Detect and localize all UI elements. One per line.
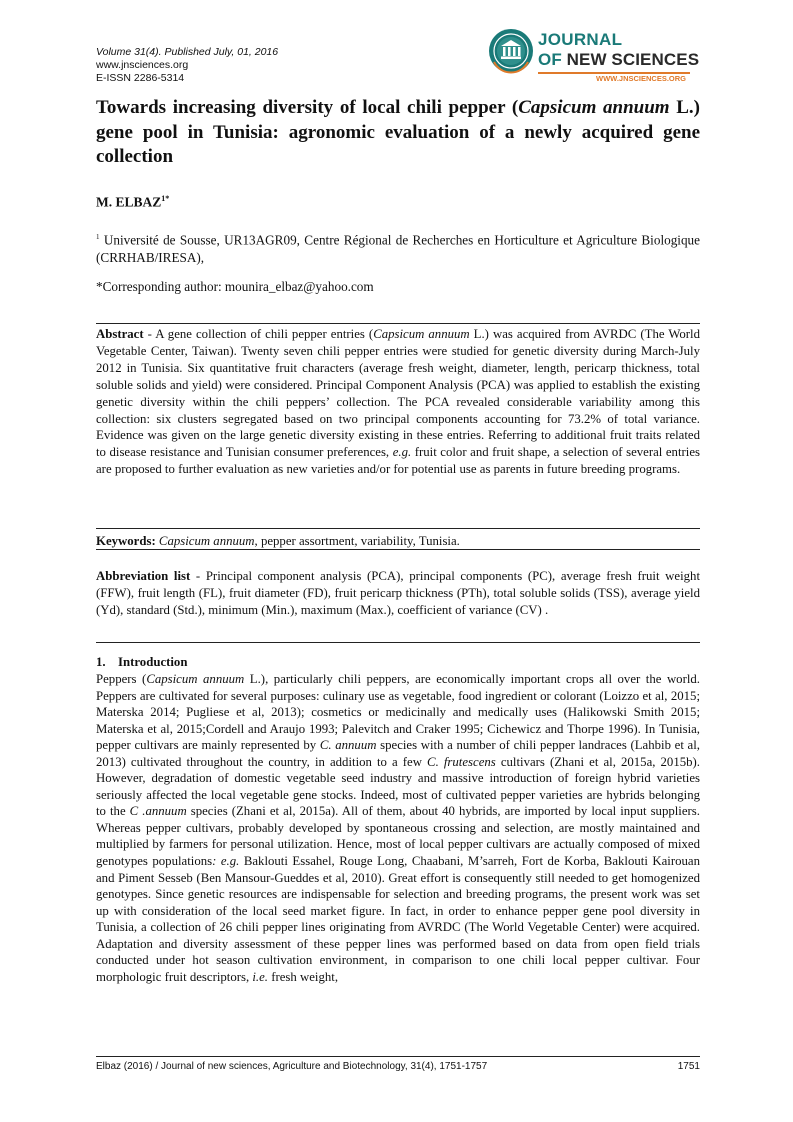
- abstract-bottom-rule: [96, 528, 700, 529]
- intro-species-2: C. annuum: [319, 738, 377, 753]
- title-part2: L.) gene pool in Tunisia: agronomic evaluation of a newly acquired gene collection: [96, 97, 701, 167]
- abstract: [96, 326, 700, 478]
- title-species: Capsicum annuum: [518, 97, 670, 118]
- intro-ie: i.e.: [252, 969, 269, 984]
- keywords-bottom-rule: [96, 549, 700, 550]
- logo-line-new-sciences: [538, 50, 699, 70]
- footer-citation: Elbaz (2016) / Journal of new sciences, Agriculture and Biotechnology, 31(4), 1751-1757: [96, 1061, 488, 1072]
- intro-text-6: Baklouti Essahel, Rouge Long, Chaabani, M’sarreh, Fort de Korba, Baklouti Kairouan and Piment Sesseb (Ben Mansour-Gueddes et al, 2010). Great effort is consequently still needed to get homogenized genotypes. Since genetic resources are indispensable for selection and breeding programs, the present work was set up with consideration of the local seed market figure. In fact, in order to enhance pepper gene pool diversity in Tunisia, a collection of 26 chili pepper lines originating from AVRDC (The World Vegetable Center) were acquired. Adaptation and diversity assessment of these pepper lines was performed based on data from open field trials conducted under hot season cultivation environment, in comparison to one chili local pepper cultivar. Four morphologic fruit descriptors,: [96, 854, 700, 984]
- keywords: [96, 533, 700, 549]
- abbreviation-text: - Principal component analysis (PCA), principal components (PC), average fresh fruit weight (FFW), fruit length (FL), fruit diameter (FD), fruit pericarp thickness (PTh), total soluble solids (TSS), average yield (Yd), standard (Std.), minimum (Min.), maximum (Max.), coefficient of variance (CV) .: [96, 569, 700, 617]
- volume-line: Volume 31(4). Published July, 01, 2016: [96, 46, 279, 58]
- abbreviation-list: [96, 568, 700, 619]
- title-part1: Towards increasing diversity of local chili pepper (: [96, 97, 519, 118]
- intro-text-5: species (Zhani et al, 2015a). All of them, about 40 hybrids, are imported by local input suppliers. Whereas pepper cultivars, probably developed by spontaneous crossing and selection, are mostly maintained and multiplied by farmers for personal utilization. Hence, most of local pepper cultivars are actually composed of mixed genotypes populations: [96, 804, 700, 869]
- intro-text-2: L.), particularly chili peppers, are economically important crops all over the world. Peppers are cultivated for several purposes: culinary use as vegetable, food ingredient or colorant (Loizzo et al, 2015; Materska 2014; Pugliese et al, 2013); cosmetics or medicinally and medically uses (Halikowski Smith 2015; Materska et al, 2015;Cordell and Araujo 1993; Palevitch and Craker 1995; Cichewicz and Thorpe 1996). In Tunisia, pepper cultivars are mainly represented by: [96, 672, 700, 753]
- page-footer: [96, 1061, 700, 1072]
- intro-text-7: fresh weight,: [268, 969, 339, 984]
- abstract-top-rule: [96, 323, 700, 324]
- keywords-rest: , pepper assortment, variability, Tunisia.: [254, 534, 460, 548]
- intro-text-3: species with a number of chili pepper landraces (Lahbib et al, 2013) cultivated throughout the country, in addition to a few: [96, 738, 700, 769]
- abstract-eg: e.g.: [392, 445, 412, 460]
- introduction-body: [96, 671, 700, 985]
- logo-url: WWW.JNSCIENCES.ORG: [596, 74, 687, 83]
- affiliation-text: Université de Sousse, UR13AGR09, Centre Régional de Recherches en Horticulture et Agriculture Biologique (CRRHAB/IRESA),: [96, 232, 700, 266]
- logo-new-sciences: NEW SCIENCES: [561, 50, 700, 69]
- abstract-text-1: - A gene collection of chili pepper entries (: [143, 327, 374, 341]
- author-line: [96, 194, 169, 211]
- abbreviation-bottom-rule: [96, 642, 700, 643]
- abstract-text-2: L.) was acquired from AVRDC (The World Vegetable Center, Taiwan). Twenty seven chili pepper entries were studied for genetic diversity during March-July 2012 in Tunisia. Six quantitative fruit characters (average fresh weight, diameter, length, pericarp thickness, total soluble solids and yield) were considered. Principal Component Analysis (PCA) was applied to establish the existing genetic diversity within the chili peppers’ collection. The PCA revealed considerable variability among this collection: six clusters segregated based on two principal components accounting for 73.2% of total variance. Evidence was given on the large genetic diversity existing in these entries. Referring to additional fruit traits related to disease resistance and Tunisian consumer preferences,: [96, 327, 700, 460]
- section-title: Introduction: [118, 655, 188, 669]
- keywords-species: Capsicum annuum: [158, 534, 255, 548]
- affiliation: [96, 228, 700, 267]
- journal-header-meta: [96, 46, 278, 85]
- corresponding-author: *Corresponding author: mounira_elbaz@yahoo.com: [96, 279, 374, 294]
- abstract-species: Capsicum annuum: [373, 327, 470, 341]
- author-name: M. ELBAZ: [96, 194, 162, 210]
- journal-seal-icon: [488, 28, 534, 74]
- abbreviation-label: Abbreviation list: [96, 569, 191, 583]
- abstract-text-3: fruit color and fruit shape, a selection of several entries are proposed to further evaluation as new varieties and/or for potential use as parents in future breeding programs.: [96, 445, 700, 477]
- logo-line-journal: JOURNAL: [538, 30, 623, 49]
- intro-species-1: Capsicum annuum: [146, 672, 245, 686]
- intro-text-1: Peppers (: [96, 672, 147, 686]
- affiliation-superscript: 1: [96, 233, 100, 241]
- journal-logo: [488, 26, 708, 92]
- footer-rule: [96, 1056, 700, 1057]
- page-number: 1751: [677, 1061, 700, 1072]
- abstract-label: Abstract: [96, 327, 144, 341]
- paper-title: [96, 96, 700, 170]
- introduction-heading: [96, 655, 187, 670]
- journal-website: www.jnsciences.org: [96, 59, 189, 71]
- keywords-label: Keywords:: [96, 534, 156, 548]
- author-superscript: 1*: [161, 194, 170, 203]
- section-number: 1.: [96, 655, 106, 669]
- intro-eg: : e.g.: [212, 854, 240, 869]
- intro-species-4: C .annuum: [129, 804, 187, 819]
- intro-text-4: cultivars (Zhani et al, 2015a, 2015b). However, degradation of domestic vegetable seed industry and massive introduction of foreign hybrid varieties seriously affected the local vegetable gene stocks. Indeed, most of cultivated pepper varieties are hybrids belonging to the: [96, 754, 700, 819]
- logo-of: OF: [538, 50, 562, 69]
- eissn-line: E-ISSN 2286-5314: [96, 72, 185, 84]
- intro-species-3: C. frutescens: [427, 754, 496, 769]
